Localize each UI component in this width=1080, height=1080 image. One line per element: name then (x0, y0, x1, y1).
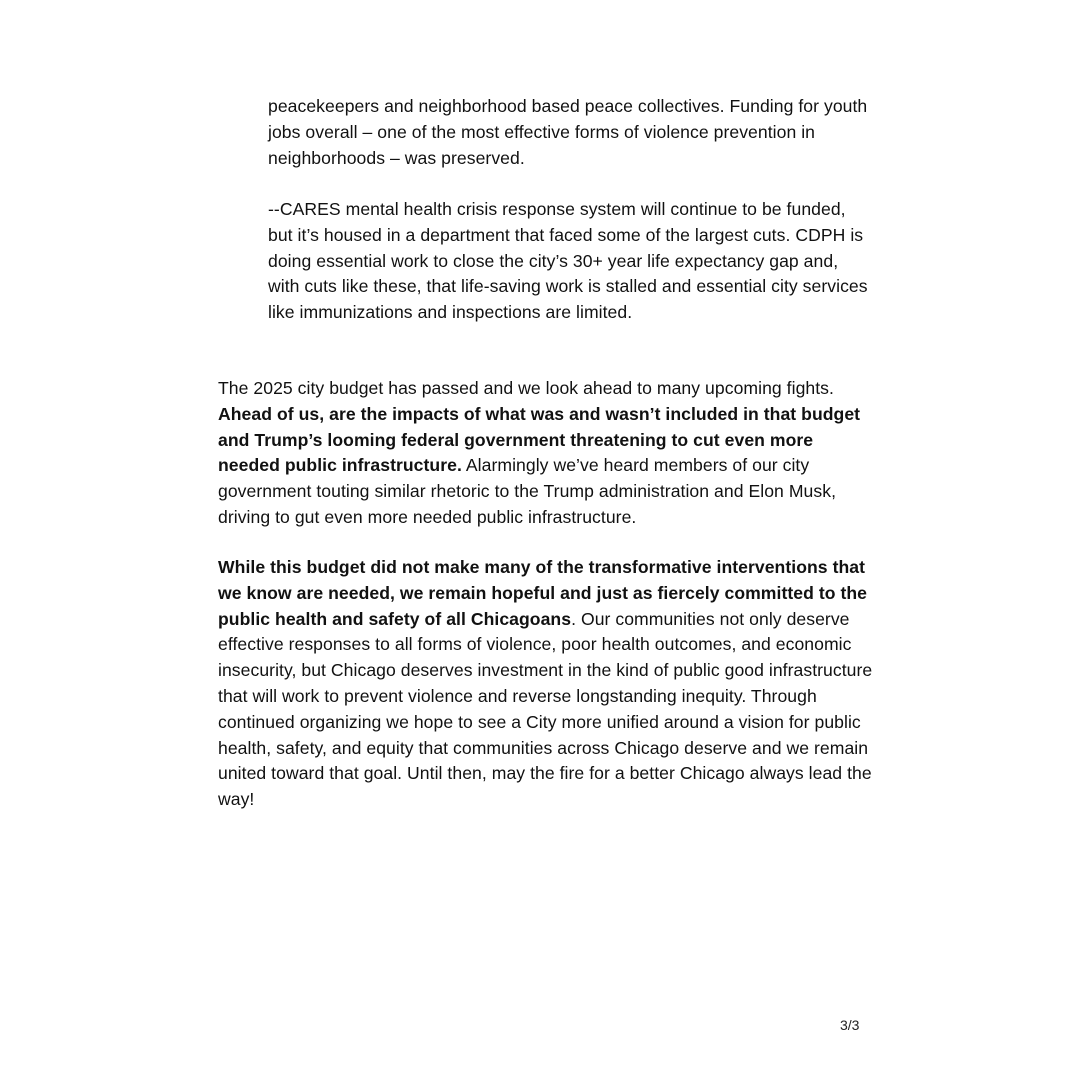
continued-paragraph: peacekeepers and neighborhood based peace collectives. Funding for youth jobs overall – one of the most effective forms of violence prevention in neighborhoods – was preserved. (268, 96, 868, 168)
budget-rest-text: Alarmingly we’ve heard members of our city government touting similar rhetoric to the Trump administration and Elon Musk, driving to gut even more needed public infrastructure. (218, 455, 837, 527)
closing-paragraph (218, 555, 878, 813)
closing-rest-text: . Our communities not only deserve effective responses to all forms of violence, poor health outcomes, and economic insecurity, but Chicago deserves investment in the kind of public good infrastructure that will work to prevent violence and reverse longstanding inequity. Through continued organizing we hope to see a City more unified around a vision for public health, safety, and equity that communities across Chicago deserve and we remain united toward that goal. Until then, may the fire for a better Chicago always lead the way! (218, 608, 873, 810)
closing-bold-text: While this budget did not make many of the transformative interventions that we know are needed, we remain hopeful and just as fiercely committed to the public health and safety of all Chicagoans (218, 557, 868, 629)
cares-paragraph: --CARES mental health crisis response system will continue to be funded, but it’s housed in a department that faced some of the largest cuts. CDPH is doing essential work to close the city’s 30+ year life expectancy gap and, with cuts like these, that life-saving work is stalled and essential city services like immunizations and inspections are limited. (268, 199, 868, 323)
budget-bold-text: Ahead of us, are the impacts of what was and wasn’t included in that budget and Trump’s looming federal government threatening to cut even more needed public infrastructure. (218, 403, 861, 476)
budget-intro-text: The 2025 city budget has passed and we look ahead to many upcoming fights. (218, 378, 834, 398)
budget-paragraph (218, 376, 878, 531)
page-number: 3/3 (840, 1017, 860, 1033)
